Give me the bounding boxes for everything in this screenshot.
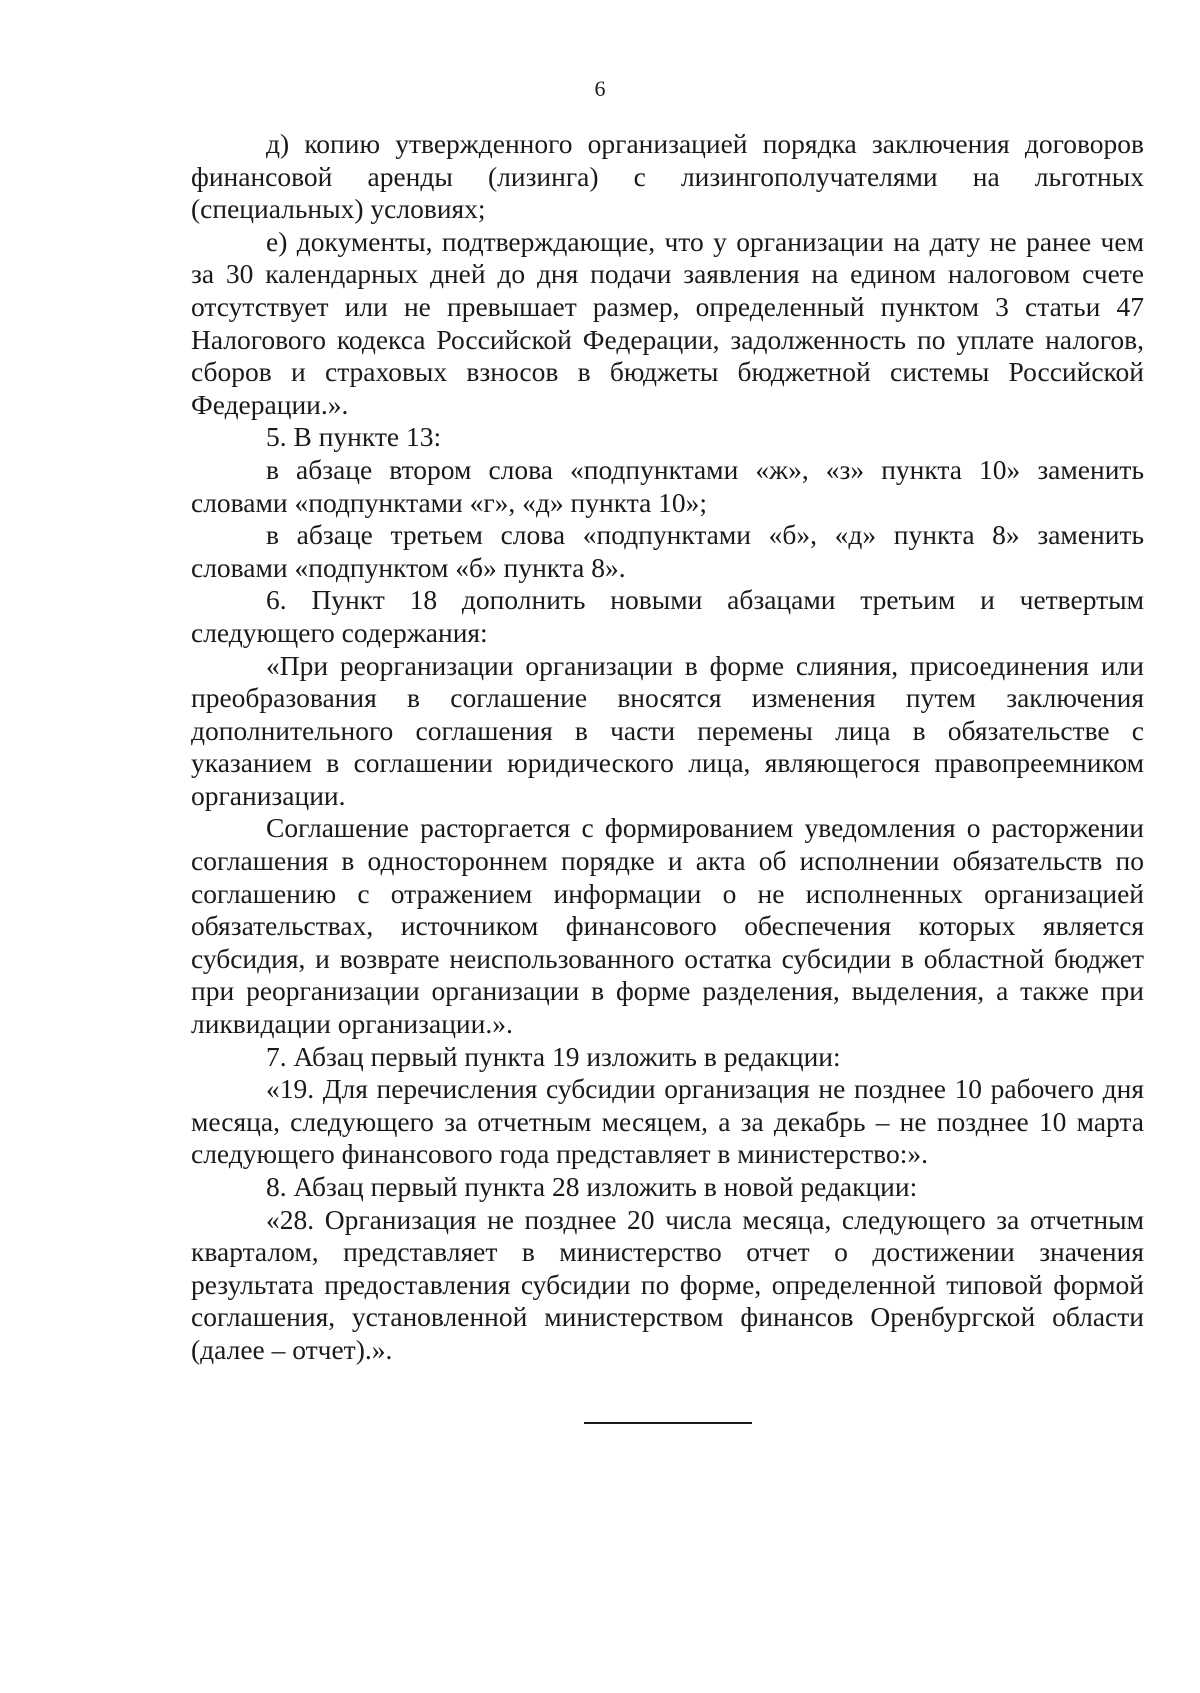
paragraph-point-6-quote-1: «При реорганизации организации в форме слияния, присоединения или преобразования в соглашение вносятся изменения путем заключения дополнительного соглашения в части перемены лица в обязательстве с указанием в соглашении юридического лица, являющегося правопреемником организации.	[191, 649, 1144, 811]
end-separator-line	[584, 1422, 752, 1424]
document-body	[191, 128, 1144, 1367]
paragraph-item-e: е) документы, подтверждающие, что у организации на дату не ранее чем за 30 календарных дней до дня подачи заявления на едином налоговом счете отсутствует или не превышает размер, определенный пунктом 3 статьи 47 Налогового кодекса Российской Федерации, задолженность по уплате налогов, сборов и страховых взносов в бюджеты бюджетной системы Российской Федерации.».	[191, 225, 1144, 420]
paragraph-point-5-second-abzac: в абзаце втором слова «подпунктами «ж», «з» пункта 10» заменить словами «подпунктами «г», «д» пункта 10»;	[191, 453, 1144, 518]
paragraph-point-8-heading: 8. Абзац первый пункта 28 изложить в новой редакции:	[266, 1171, 918, 1202]
paragraph-point-5-heading: 5. В пункте 13:	[266, 421, 442, 453]
paragraph-item-d: д) копию утвержденного организацией порядка заключения договоров финансовой аренды (лизинга) с лизингополучателями на льготных (специальных) условиях;	[191, 128, 1144, 225]
page-number: 6	[594, 76, 606, 101]
paragraph-point-8-quote: «28. Организация не позднее 20 числа месяца, следующего за отчетным кварталом, представляет в министерство отчет о достижении значения результата предоставления субсидии по форме, определенной типовой формой соглашения, установленной министерством финансов Оренбургской области (далее – отчет).».	[191, 1203, 1144, 1365]
paragraph-point-5-third-abzac: в абзаце третьем слова «подпунктами «б», «д» пункта 8» заменить словами «подпунктом «б» пункта 8».	[191, 519, 1144, 583]
paragraph-point-6-heading: 6. Пункт 18 дополнить новыми абзацами третьим и четвертым следующего содержания:	[191, 584, 1144, 648]
paragraph-point-7-heading: 7. Абзац первый пункта 19 изложить в редакции:	[266, 1040, 841, 1072]
paragraph-point-7-quote: «19. Для перечисления субсидии организация не позднее 10 рабочего дня месяца, следующего за отчетным месяцем, а за декабрь – не позднее 10 марта следующего финансового года представляет в министерство:».	[191, 1073, 1144, 1170]
paragraph-point-6-quote-2: Соглашение расторгается с формированием уведомления о расторжении соглашения в одностороннем порядке и акта об исполнении обязательств по соглашению с отражением информации о не исполненных организацией обязательствах, источником финансового обеспечения которых является субсидия, и возврате неиспользованного остатка субсидии в областной бюджет при реорганизации организации в форме разделения, выделения, а также при ликвидации организации.».	[191, 812, 1144, 1040]
